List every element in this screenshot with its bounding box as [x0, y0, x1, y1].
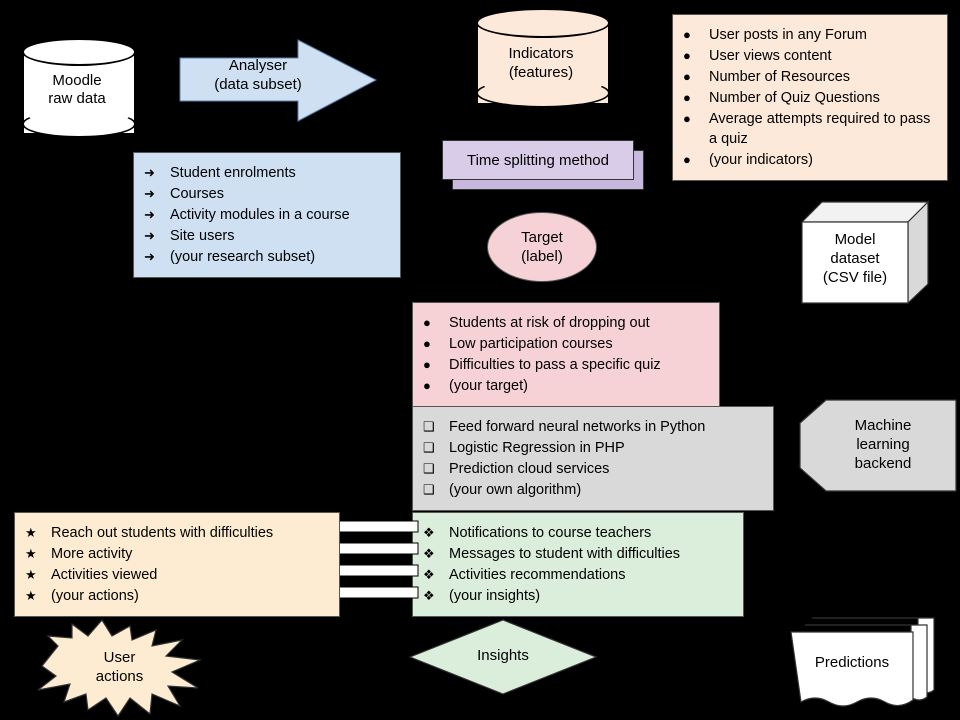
list-item-label: Number of Resources — [709, 69, 851, 85]
list-item-label: User posts in any Forum — [709, 27, 867, 43]
node-indicators — [476, 8, 606, 113]
node-user-actions — [32, 618, 207, 718]
list-item-label: Student enrolments — [170, 165, 296, 181]
cylinder-top — [22, 38, 136, 66]
moodle-label-line2: raw data — [48, 90, 106, 107]
list-item-label: Prediction cloud services — [449, 461, 610, 477]
node-predictions — [788, 612, 928, 707]
node-analyser-arrow — [178, 38, 378, 123]
list-data-subset — [133, 152, 401, 278]
ml-backend-line1: Machine — [854, 417, 912, 434]
list-item — [25, 523, 329, 543]
model-dataset-label — [800, 230, 910, 287]
node-model-dataset — [800, 200, 930, 305]
list-item — [683, 88, 937, 108]
moodle-label-line1: Moodle — [52, 72, 102, 89]
square-bullet-icon: ❑ — [423, 440, 435, 455]
list-item-label: User views content — [709, 48, 832, 64]
list-item-label: (your target) — [449, 378, 528, 394]
list-item — [423, 544, 733, 564]
node-insights — [408, 618, 598, 696]
bullet-icon: ● — [683, 152, 691, 167]
diamond-bullet-icon: ❖ — [423, 588, 435, 603]
diamond-bullet-icon: ❖ — [423, 525, 435, 540]
list-item — [423, 459, 763, 479]
insight-example-list — [423, 523, 733, 606]
user-actions-line2: actions — [95, 668, 144, 685]
arrow-bullet-icon: ➜ — [144, 186, 155, 201]
cylinder-top — [476, 8, 610, 38]
star-bullet-icon: ★ — [25, 588, 37, 603]
node-ml-backend — [798, 398, 928, 493]
list-item-label: (your research subset) — [170, 249, 316, 265]
list-item-label: (your own algorithm) — [449, 482, 582, 498]
user-actions-label — [32, 648, 207, 686]
list-item — [683, 150, 937, 170]
model-dataset-line3: (CSV file) — [822, 269, 888, 286]
list-action-examples — [14, 512, 340, 617]
list-item — [423, 523, 733, 543]
list-item — [423, 480, 763, 500]
list-item-label: More activity — [51, 546, 133, 562]
list-item — [423, 376, 709, 396]
star-bullet-icon: ★ — [25, 567, 37, 582]
diamond-bullet-icon: ❖ — [423, 546, 435, 561]
bullet-icon: ● — [683, 90, 691, 105]
analyser-label — [178, 56, 338, 94]
list-item — [423, 355, 709, 375]
list-backend-examples — [412, 406, 774, 511]
backend-example-list — [423, 417, 763, 500]
indicators-line1: Indicators — [508, 45, 574, 62]
list-item — [423, 334, 709, 354]
list-item — [25, 586, 329, 606]
model-dataset-line1: Model — [834, 231, 876, 248]
list-item-label: Low participation courses — [449, 336, 613, 352]
target-line2: (label) — [521, 248, 563, 265]
star-bullet-icon: ★ — [25, 546, 37, 561]
list-item — [683, 109, 937, 149]
target-example-list — [423, 313, 709, 396]
list-item — [683, 67, 937, 87]
bullet-icon: ● — [423, 315, 431, 330]
arrow-bullet-icon: ➜ — [144, 165, 155, 180]
time-splitting-label: Time splitting method — [442, 140, 634, 180]
cylinder-bottom — [22, 110, 136, 138]
arrow-bullet-icon: ➜ — [144, 228, 155, 243]
data-subset-list — [144, 163, 390, 267]
action-example-list — [25, 523, 329, 606]
model-dataset-line2: dataset — [830, 250, 880, 267]
analyser-line2: (data subset) — [214, 76, 302, 93]
list-item — [423, 313, 709, 333]
star-bullet-icon: ★ — [25, 525, 37, 540]
node-time-splitting-method — [442, 140, 642, 190]
list-item — [423, 586, 733, 606]
node-moodle-raw-data — [22, 38, 132, 143]
list-item-label: Activities recommendations — [449, 567, 626, 583]
node-label — [22, 72, 132, 108]
list-item-label: (your indicators) — [709, 152, 813, 168]
bullet-icon: ● — [683, 27, 691, 42]
list-item — [144, 226, 390, 246]
arrow-bullet-icon: ➜ — [144, 249, 155, 264]
diamond-bullet-icon: ❖ — [423, 567, 435, 582]
square-bullet-icon: ❑ — [423, 482, 435, 497]
list-item — [144, 247, 390, 267]
node-target — [487, 212, 597, 282]
bullet-icon: ● — [683, 111, 691, 126]
list-item — [423, 438, 763, 458]
list-indicator-examples — [672, 14, 948, 181]
list-item — [683, 25, 937, 45]
list-item-label: Logistic Regression in PHP — [449, 440, 625, 456]
list-item — [423, 417, 763, 437]
indicators-line2: (features) — [508, 64, 574, 81]
bullet-icon: ● — [423, 357, 431, 372]
bullet-icon: ● — [683, 69, 691, 84]
list-item-label: Courses — [170, 186, 224, 202]
list-item-label: Number of Quiz Questions — [709, 90, 880, 106]
square-bullet-icon: ❑ — [423, 461, 435, 476]
bullet-icon: ● — [423, 336, 431, 351]
list-item-label: Notifications to course teachers — [449, 525, 652, 541]
list-item — [144, 163, 390, 183]
list-item-label: Difficulties to pass a specific quiz — [449, 357, 661, 373]
user-actions-line1: User — [103, 649, 136, 666]
cylinder-bottom — [476, 78, 610, 108]
list-item-label: Site users — [170, 228, 235, 244]
list-target-examples — [412, 302, 720, 407]
list-item — [144, 205, 390, 225]
insights-label: Insights — [477, 647, 529, 664]
indicator-example-list — [683, 25, 937, 170]
target-line1: Target — [521, 229, 563, 246]
list-item — [144, 184, 390, 204]
ml-backend-label — [818, 416, 948, 473]
analyser-line1: Analyser — [228, 57, 288, 74]
list-item-label: (your actions) — [51, 588, 139, 604]
list-item-label: Activities viewed — [51, 567, 158, 583]
ml-backend-line3: backend — [854, 455, 912, 472]
list-item — [683, 46, 937, 66]
list-item-label: Students at risk of dropping out — [449, 315, 650, 331]
list-item-label: (your insights) — [449, 588, 541, 604]
list-item — [423, 565, 733, 585]
bullet-icon: ● — [423, 378, 431, 393]
list-item-label: Reach out students with difficulties — [51, 525, 274, 541]
arrow-bullet-icon: ➜ — [144, 207, 155, 222]
list-item-label: Feed forward neural networks in Python — [449, 419, 706, 435]
node-label — [476, 44, 606, 82]
ml-backend-line2: learning — [856, 436, 910, 453]
list-item-label: Messages to student with difficulties — [449, 546, 681, 562]
list-item-label: Activity modules in a course — [170, 207, 350, 223]
square-bullet-icon: ❑ — [423, 419, 435, 434]
list-item — [25, 565, 329, 585]
list-item — [25, 544, 329, 564]
predictions-label: Predictions — [814, 654, 890, 671]
list-insight-examples — [412, 512, 744, 617]
bullet-icon: ● — [683, 48, 691, 63]
list-item-label: Average attempts required to pass a quiz — [709, 111, 931, 147]
